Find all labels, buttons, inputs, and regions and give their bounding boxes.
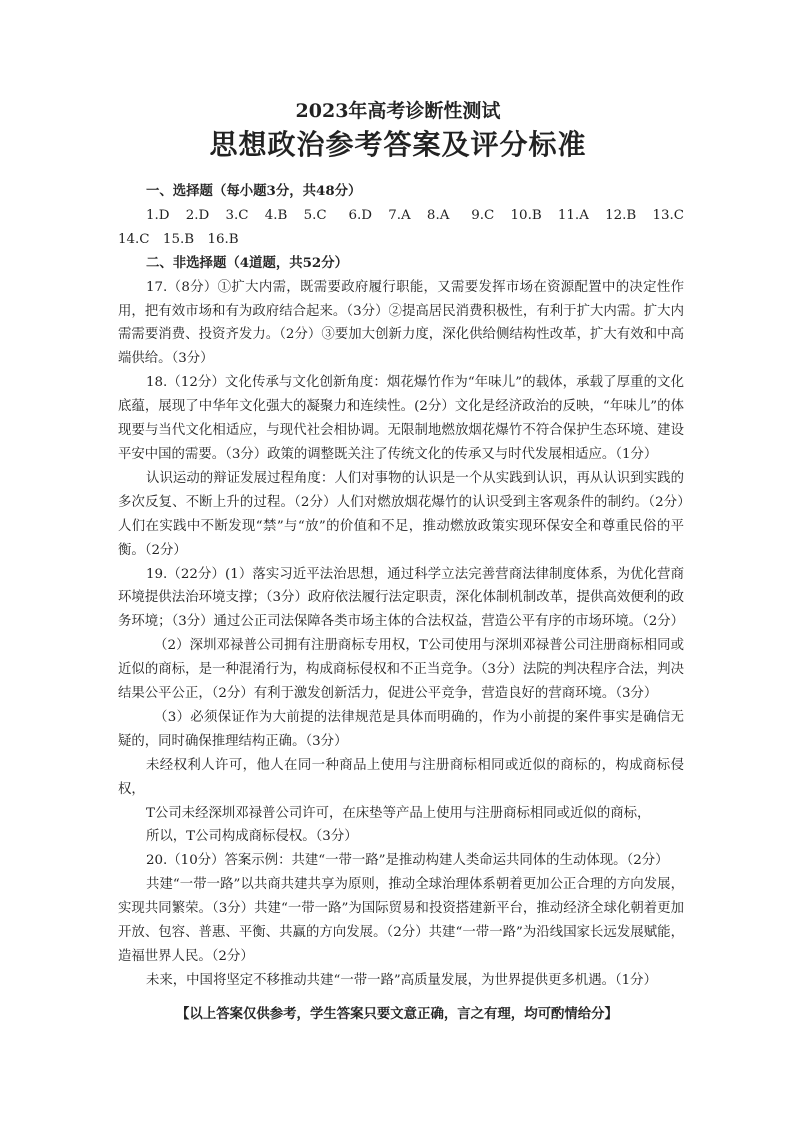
syllogism-minor-premise: T公司未经深圳邓禄普公司许可，在床垫等产品上使用与注册商标相同或近似的商标， xyxy=(146,805,651,821)
answer-paragraph-19-1: 19.（22分）(1）落实习近平法治思想，通过科学立法完善营商法律制度体系，为优化营商环境提供法治环境支撑；（3分）政府依法履行法定职责，深化体制机制改革，提供高效便利的政务环境；（3分）通过公正司法保障各类市场主体的合法权益，营造公平有序的市场环境。（2分） xyxy=(118,566,685,630)
answer-paragraph-19-3: （3）必须保证作为大前提的法律规范是具体而明确的，作为小前提的案件事实是确信无疑的，同时确保推理结构正确。（3分） xyxy=(118,709,684,749)
syllogism-conclusion: 所以，T公司构成商标侵权。（3分） xyxy=(146,829,358,845)
answer-paragraph-17: 17.（8分）①扩大内需，既需要政府履行职能，又需要发挥市场在资源配置中的决定性作用，把有效市场和有为政府结合起来。（3分）②提高居民消费积极性，有利于扩大内需。扩大内需需要消费、投资齐发力。（2分）③要加大创新力度，深化供给侧结构性改革，扩大有效和中高端供给。（3分） xyxy=(118,279,684,367)
answer-paragraph-20: 20.（10分）答案示例：共建“一带一路”是推动构建人类命运共同体的生动体现。（2分） xyxy=(146,853,669,869)
answer-paragraph-18-cognition: 认识运动的辩证发展过程角度：人们对事物的认识是一个从实践到认识，再从认识到实践的多次反复、不断上升的过程。（2分）人们对燃放烟花爆竹的认识受到主客观条件的制约。（2分）人们在实践中不断发现“禁”与“放”的价值和不足，推动燃放政策实现环保安全和尊重民俗的平衡。（2分） xyxy=(118,470,684,558)
answer-paragraph-20-future: 未来，中国将坚定不移推动共建“一带一路”高质量发展，为世界提供更多机遇。（1分） xyxy=(146,972,657,988)
document-title: 思想政治参考答案及评分标准 xyxy=(209,128,587,161)
answer-paragraph-19-2: （2）深圳邓禄普公司拥有注册商标专用权，T公司使用与深圳邓禄普公司注册商标相同或近似的商标，是一种混淆行为，构成商标侵权和不正当竞争。（3分）法院的判决程序合法，判决结果公平公正，（2分）有利于激发创新活力，促进公平竞争，营造良好的营商环境。（3分） xyxy=(118,638,684,702)
syllogism-major-premise: 未经权利人许可，他人在同一种商品上使用与注册商标相同或近似的商标的，构成商标侵权， xyxy=(118,757,684,797)
exam-title: 2023年高考诊断性测试 xyxy=(295,100,501,122)
answer-paragraph-18: 18.（12分）文化传承与文化创新角度：烟花爆竹作为“年味儿”的载体，承载了厚重的文化底蕴，展现了中华年文化强大的凝聚力和连续性。(2分）文化是经济政治的反映，“年味儿”的体现要与当代文化相适应，与现代社会相协调。无限制地燃放烟花爆竹不符合保护生态环境、建设平安中国的需要。（3分）政策的调整既关注了传统文化的传承又与时代发展相适应。（1分） xyxy=(118,375,684,462)
grading-note: 【以上答案仅供参考，学生答案只要文意正确，言之有理，均可酌情给分】 xyxy=(176,1006,618,1022)
choice-answers: 1.D 2.D 3.C 4.B 5.C 6.D 7.A 8.A 9.C 10.B 11.A 12.B 13.C 14.C 15.B 16.B xyxy=(118,207,698,247)
answer-paragraph-20-body: 共建“一带一路”以共商共建共享为原则，推动全球治理体系朝着更加公正合理的方向发展，实现共同繁荣。（3分）共建“一带一路”为国际贸易和投资搭建新平台，推动经济全球化朝着更加开放、包容、普惠、平衡、共赢的方向发展。（2分）共建“一带一路”为沿线国家长远发展赋能，造福世界人民。（2分） xyxy=(118,877,684,964)
section-heading-choice: 一、选择题（每小题3分，共48分） xyxy=(146,183,362,199)
section-heading-nonchoice: 二、非选择题（4道题，共52分） xyxy=(146,254,349,271)
